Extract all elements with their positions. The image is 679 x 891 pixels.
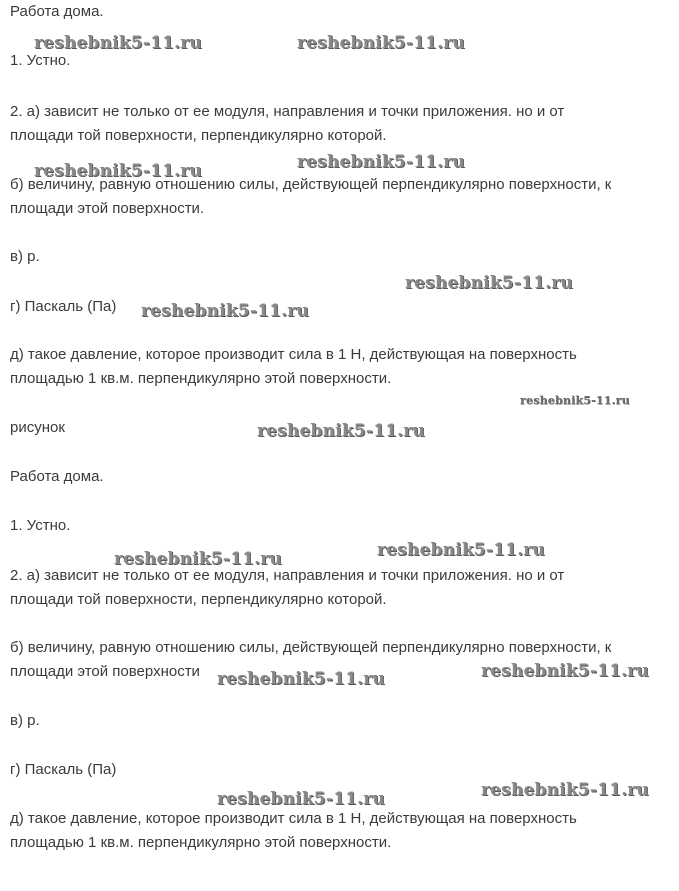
- text-line: площадью 1 кв.м. перпендикулярно этой поверхности.: [10, 834, 392, 851]
- text-line: площадью 1 кв.м. перпендикулярно этой поверхности.: [10, 370, 392, 387]
- text-line: площади этой поверхности.: [10, 200, 205, 217]
- watermark: reshebnik5-11.ru: [377, 540, 545, 560]
- watermark: reshebnik5-11.ru: [257, 421, 425, 441]
- watermark: reshebnik5-11.ru: [520, 394, 630, 407]
- watermark: reshebnik5-11.ru: [217, 669, 385, 689]
- watermark: reshebnik5-11.ru: [405, 273, 573, 293]
- watermark: reshebnik5-11.ru: [481, 780, 649, 800]
- text-line: 2. а) зависит не только от ее модуля, направления и точки приложения. но и от: [10, 103, 565, 120]
- text-line: д) такое давление, которое производит сила в 1 Н, действующая на поверхность: [10, 346, 577, 363]
- watermark: reshebnik5-11.ru: [481, 661, 649, 681]
- text-line: в) р.: [10, 712, 40, 729]
- text-line: 1. Устно.: [10, 52, 71, 69]
- text-line: в) р.: [10, 248, 40, 265]
- watermark: reshebnik5-11.ru: [297, 33, 465, 53]
- text-line: г) Паскаль (Па): [10, 761, 117, 778]
- watermark: reshebnik5-11.ru: [217, 789, 385, 809]
- text-line: б) величину, равную отношению силы, действующей перпендикулярно поверхности, к: [10, 639, 612, 656]
- watermark: reshebnik5-11.ru: [297, 152, 465, 172]
- watermark: reshebnik5-11.ru: [34, 161, 202, 181]
- text-line: 1. Устно.: [10, 517, 71, 534]
- text-line: б) величину, равную отношению силы, действующей перпендикулярно поверхности, к: [10, 176, 612, 193]
- watermark: reshebnik5-11.ru: [141, 301, 309, 321]
- text-line: д) такое давление, которое производит сила в 1 Н, действующая на поверхность: [10, 810, 577, 827]
- text-line: Работа дома.: [10, 468, 104, 485]
- text-line: рисунок: [10, 419, 65, 436]
- text-line: г) Паскаль (Па): [10, 298, 117, 315]
- text-line: 2. а) зависит не только от ее модуля, направления и точки приложения. но и от: [10, 567, 565, 584]
- text-line: площади этой поверхности: [10, 663, 200, 680]
- text-line: Работа дома.: [10, 3, 104, 20]
- watermark: reshebnik5-11.ru: [114, 549, 282, 569]
- text-line: площади той поверхности, перпендикулярно которой.: [10, 127, 387, 144]
- text-line: площади той поверхности, перпендикулярно которой.: [10, 591, 387, 608]
- watermark: reshebnik5-11.ru: [34, 33, 202, 53]
